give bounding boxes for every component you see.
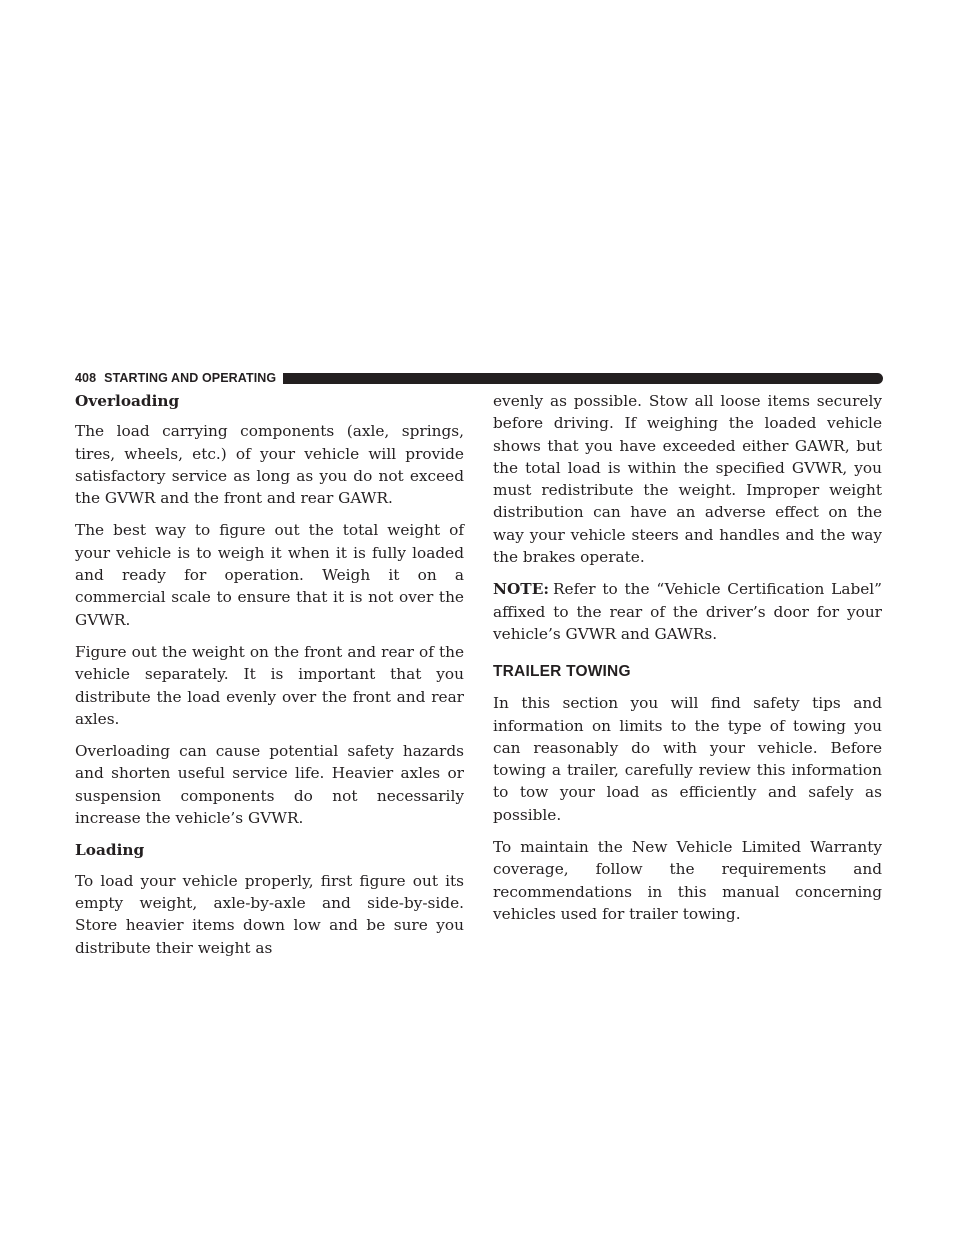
overloading-heading: Overloading <box>75 392 180 410</box>
header-rule <box>283 373 883 384</box>
note-label: NOTE: <box>493 580 549 599</box>
trailer-towing-heading: TRAILER TOWING <box>493 663 631 681</box>
paragraph: To load your vehicle properly, first figure out its empty weight, axle-by-axle and side-by-side. Store heavier items down low and be sure you distribute their weight as <box>75 871 464 957</box>
paragraph: To maintain the New Vehicle Limited Warranty coverage, follow the requirements and recommendations in this manual concerning vehicles used for trailer towing. <box>493 838 882 923</box>
paragraph: The best way to figure out the total weight of your vehicle is to weigh it when it is fully loaded and ready for operation. Weigh it on a commercial scale to ensure that it is not over the GVWR. <box>75 521 464 629</box>
paragraph: Figure out the weight on the front and rear of the vehicle separately. It is important that you distribute the load evenly over the front and rear axles. <box>75 642 464 728</box>
note-paragraph <box>493 578 882 645</box>
section-title: STARTING AND OPERATING <box>104 371 277 385</box>
paragraph: The load carrying components (axle, springs, tires, wheels, etc.) of your vehicle will provide satisfactory service as long as you do not exceed the GVWR and the front and rear GAWR. <box>75 422 464 508</box>
paragraph: In this section you will find safety tips and information on limits to the type of towing you can reasonably do with your vehicle. Before towing a trailer, carefully review this information to tow your load as efficiently and safely as possible. <box>493 694 882 824</box>
paragraph: Overloading can cause potential safety hazards and shorten useful service life. Heavier axles or suspension components do not necessarily increase the vehicle’s GVWR. <box>75 742 464 828</box>
left-column <box>75 390 464 969</box>
loading-heading: Loading <box>75 841 145 860</box>
right-column <box>493 390 882 935</box>
paragraph: evenly as possible. Stow all loose items securely before driving. If weighing the loaded vehicle shows that you have exceeded either GAWR, but the total load is within the specified GVWR, you must redistribute the weight. Improper weight distribution can have an adverse effect on the way your vehicle steers and handles and the way the brakes operate. <box>493 392 882 567</box>
page-header <box>75 371 883 385</box>
note-text: Refer to the “Vehicle Certification Label” affixed to the rear of the driver’s door for your vehicle’s GVWR and GAWRs. <box>493 580 882 643</box>
page-number: 408 <box>75 371 97 385</box>
